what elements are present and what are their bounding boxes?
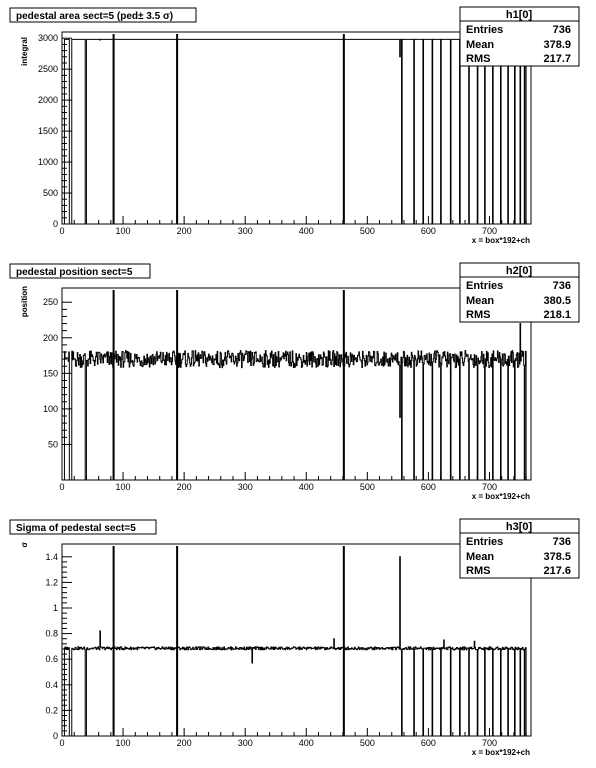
x-tick-label: 500 [359,226,375,236]
y-axis-label: integral [20,37,29,66]
stats-value-rms: 218.1 [543,309,571,321]
x-tick-label: 400 [298,226,314,236]
y-tick-label: 200 [42,332,58,343]
stats-label-mean: Mean [466,39,495,51]
y-axis-label: position [20,286,29,318]
y-tick-label: 0.6 [45,654,58,665]
stats-label-rms: RMS [466,53,491,65]
y-tick-label: 1 [52,603,58,613]
panel-title: Sigma of pedestal sect=5 [16,523,136,534]
y-tick-label: 100 [42,403,58,414]
x-axis-label: x = box*192+ch [471,748,530,757]
x-tick-label: 500 [359,482,375,492]
x-tick-label: 100 [115,738,131,748]
x-tick-label: 600 [420,226,436,236]
y-tick-label: 1.4 [45,551,58,562]
x-tick-label: 400 [298,482,314,492]
stats-label-mean: Mean [466,295,495,307]
stats-box [460,519,579,578]
stats-histogram-name: h2[0] [505,265,533,277]
y-tick-label: 0 [52,731,58,741]
stats-label-rms: RMS [466,309,491,321]
x-tick-label: 200 [176,226,192,236]
stats-label-entries: Entries [466,24,504,36]
y-tick-label: 500 [42,188,58,199]
stats-box [460,263,579,322]
y-tick-label: 0 [52,219,58,229]
x-tick-label: 200 [176,482,192,492]
x-tick-label: 600 [420,482,436,492]
x-tick-label: 500 [359,738,375,748]
panel-title: pedestal area sect=5 (ped± 3.5 σ) [16,11,174,22]
y-tick-label: 2500 [37,64,58,75]
x-tick-label: 100 [115,482,131,492]
x-axis-label: x = box*192+ch [471,492,530,501]
stats-box [460,7,579,66]
stats-label-mean: Mean [466,551,495,563]
stats-label-rms: RMS [466,565,491,577]
stats-value-rms: 217.6 [543,565,571,577]
x-tick-label: 200 [176,738,192,748]
x-tick-label: 300 [237,738,253,748]
x-axis-label: x = box*192+ch [471,236,530,245]
stats-label-entries: Entries [466,280,504,292]
y-tick-label: 1000 [37,157,58,168]
x-tick-label: 700 [481,738,497,748]
panel-2 [10,263,579,501]
stats-value-mean: 378.5 [543,551,571,563]
panel-title: pedestal position sect=5 [16,267,133,278]
stats-histogram-name: h1[0] [505,9,533,21]
x-tick-label: 300 [237,226,253,236]
stats-value-entries: 736 [552,24,571,36]
x-tick-label: 100 [115,226,131,236]
stats-value-entries: 736 [552,536,571,548]
y-tick-label: 0.2 [45,705,58,716]
panel-3 [10,519,579,757]
y-tick-label: 1500 [37,126,58,137]
y-tick-label: 2000 [37,95,58,106]
y-tick-label: 3000 [37,33,58,44]
x-tick-label: 600 [420,738,436,748]
x-tick-label: 0 [59,226,65,236]
x-tick-label: 300 [237,482,253,492]
stats-histogram-name: h3[0] [505,521,533,533]
y-axis-label: σ [20,542,29,548]
stats-value-entries: 736 [552,280,571,292]
y-tick-label: 250 [42,297,58,308]
panel-1 [10,7,579,245]
x-tick-label: 700 [481,226,497,236]
stats-value-mean: 378.9 [543,39,571,51]
y-tick-label: 50 [47,439,58,450]
y-tick-label: 0.8 [45,628,58,639]
y-tick-label: 0.4 [45,679,58,690]
x-tick-label: 400 [298,738,314,748]
stats-value-mean: 380.5 [543,295,571,307]
stats-label-entries: Entries [466,536,504,548]
y-tick-label: 150 [42,368,58,379]
stats-value-rms: 217.7 [543,53,571,65]
x-tick-label: 700 [481,482,497,492]
x-tick-label: 0 [59,738,65,748]
x-tick-label: 0 [59,482,65,492]
y-tick-label: 1.2 [45,577,58,588]
